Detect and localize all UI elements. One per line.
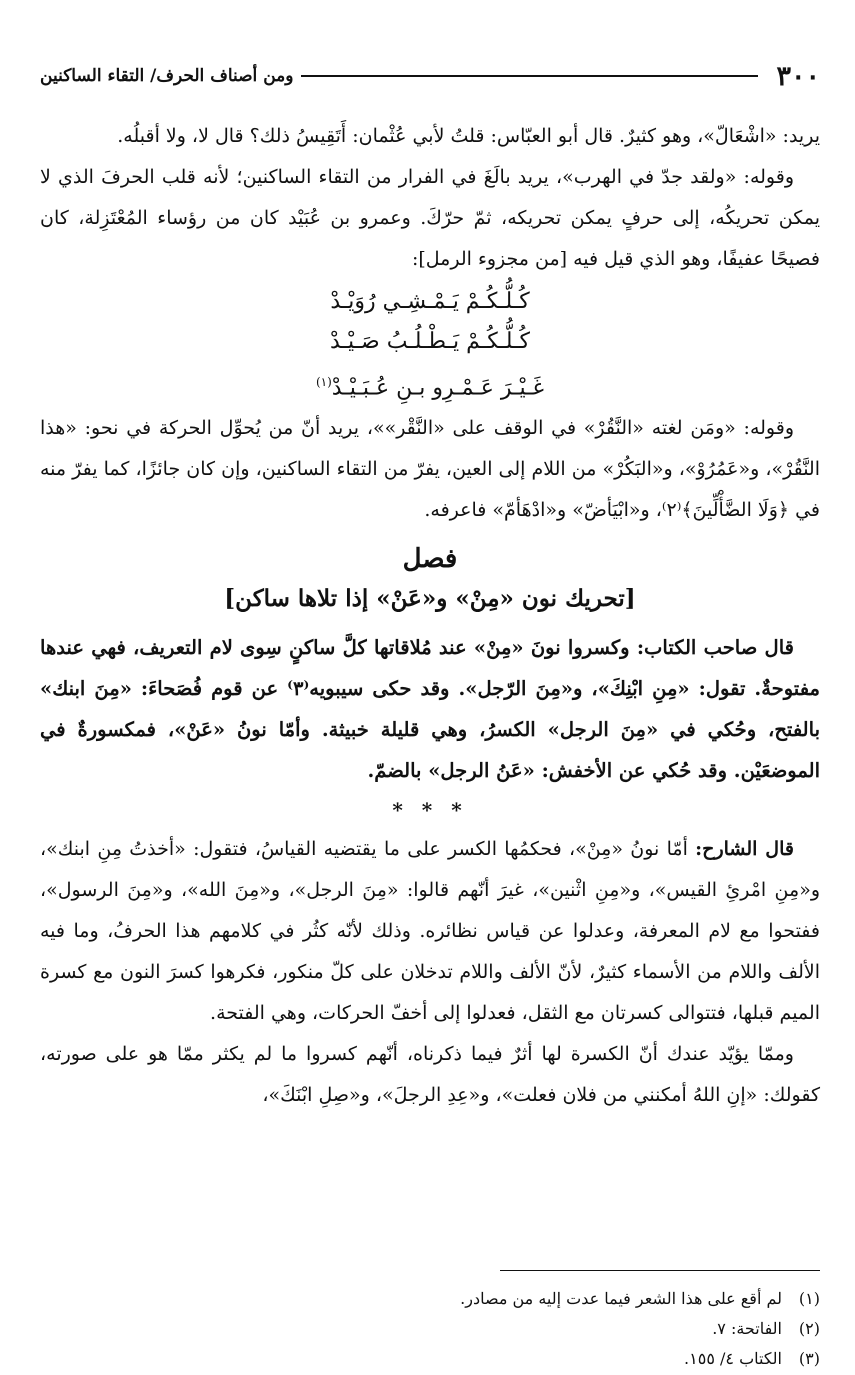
commentary-paragraph-2: وممّا يؤيّد عندك أنّ الكسرة لها أثرٌ فيما ذكرناه، أنّهم كسروا ما لم يكثر ممّا هو على صورته، كقولك: «إنِ اللهُ أمكنني من فلان فعلت»، و«عِدِ الرجلَ»، و«صِلِ ابْنَكَ»،	[40, 1043, 820, 1107]
footnote-text: الفاتحة: ٧.	[712, 1319, 782, 1338]
page-body	[40, 116, 820, 1116]
paragraph-3: وقوله: «ومَن لغته «النَّقُرْ» في الوقف على «النَّقْر»»، يريد أنّ من يُحوِّل الحركة في نحو: «هذا النَّقُرْ»، و«عَمُرُوْ»، و«البَكُرْ» من اللام إلى العين، يفرّ من التقاء الساكنين، وإن كان جائزًا، كما يفرّ منه في ﴿وَلَا الضَّأْلِّينَ﴾⁽٢⁾، و«ابْيَأضّ» و«ادْهَأمّ» فاعرفه.	[40, 417, 820, 522]
verse-line-3-wrap	[220, 362, 640, 408]
verse-line-2: كُـلُّـكُـمْ يَـطْـلُـبُ صَـيْـدْ	[329, 329, 531, 354]
paragraph-2: وقوله: «ولقد جدّ في الهرب»، يريد بالَغَ في الفرار من التقاء الساكنين؛ لأنه قلب الحرفَ الذي لا يمكن تحريكُه، إلى حرفٍ يمكن تحريكه، ثمّ حرّكَ. وعمرو بن عُبَيْد كان من رؤساء المُعْتَزِلة، كان فصيحًا عفيفًا، وهو الذي قيل فيه [من مجزوء الرمل]:	[40, 166, 820, 270]
verse-line-1: كُـلُّـكُـمْ يَـمْـشِـي رُوَيْـدْ	[330, 289, 530, 314]
verse-line-3: غَـيْـرَ عَـمْـرِو بـنِ عُـبَـيْـدْ	[331, 375, 545, 401]
footnote-text: الكتاب ٤/ ١٥٥.	[684, 1349, 782, 1368]
footnote-number: (٢)	[798, 1319, 820, 1338]
section-heading: فصل	[402, 544, 458, 575]
header-rule	[301, 75, 758, 77]
section-subtitle: [تحريك نون «مِنْ» و«عَنْ» إذا تلاها ساكن]	[224, 585, 636, 613]
verse-footnote-ref: (١)	[315, 375, 332, 389]
footnote-rule	[500, 1270, 820, 1271]
verse-block	[220, 282, 640, 408]
footnote-number: (١)	[798, 1289, 820, 1308]
paragraph-1: يريد: «اشْعَالّ»، وهو كثيرٌ. قال أبو العبّاس: قلتُ لأبي عُثْمان: أَتَقِيسُ ذلك؟ قال لا، ولا أقبلُه.	[117, 125, 820, 147]
footnote-text: لم أقع على هذا الشعر فيما عدت إليه من مصادر.	[460, 1289, 782, 1308]
matn-text: قال صاحب الكتاب: وكسروا نونَ «مِنْ» عند مُلاقاتها كلَّ ساكنٍ سِوى لام التعريف، فهي عندها مفتوحةٌ. تقول: «مِنِ ابْنِكَ»، و«مِنَ الرّجل». وقد حكى سيبويه⁽٣⁾ عن قوم فُصَحاءَ: «مِنَ ابنك» بالفتح، وحُكي في «مِنَ الرجل» الكسرُ، وهي قليلة خبيثة. وأمّا نونُ «عَنْ»، فمكسورةٌ في الموضعَيْن. وقد حُكي عن الأخفش: «عَنُ الرجل» بالضمّ.	[40, 636, 820, 783]
commentary-paragraph-1	[40, 829, 820, 1034]
running-header	[40, 56, 820, 96]
page-number: ٣٠٠	[776, 60, 820, 92]
running-title: ومن أصناف الحرف/ التقاء الساكنين	[40, 66, 294, 86]
footnote-number: (٣)	[798, 1349, 820, 1368]
footnotes	[40, 1284, 820, 1374]
footnote	[40, 1314, 820, 1344]
commentary-lead: قال الشارح:	[695, 838, 794, 861]
matn-block	[40, 627, 820, 791]
separator-stars: * * *	[392, 798, 468, 823]
footnote	[40, 1344, 820, 1374]
footnote	[40, 1284, 820, 1314]
commentary-text-1: أمّا نونُ «مِنْ»، فحكمُها الكسر على ما يقتضيه القياسُ، فتقول: «أخذتُ مِنِ ابنك»، و«مِنِ امْرئِ القيس»، و«مِنِ اثْنين»، غيرَ أنّهم قالوا: «مِنَ الرجل»، و«مِنَ الله»، و«مِنَ الرسول»، ففتحوا مع لام المعرفة، وعدلوا عن قياس نظائره. وذلك لأنّه كثُر في كلامهم هذا الحرفُ، وما فيه الألف واللام من الأسماء كثيرٌ، لأنّ الألف واللام تدخلان على كلّ منكور، فكرهوا كسرَ النون مع كسرة الميم قبلها، فتتوالى كسرتان مع الثقل، فعدلوا إلى أخفّ الحركات، وهي الفتحة.	[40, 838, 820, 1025]
